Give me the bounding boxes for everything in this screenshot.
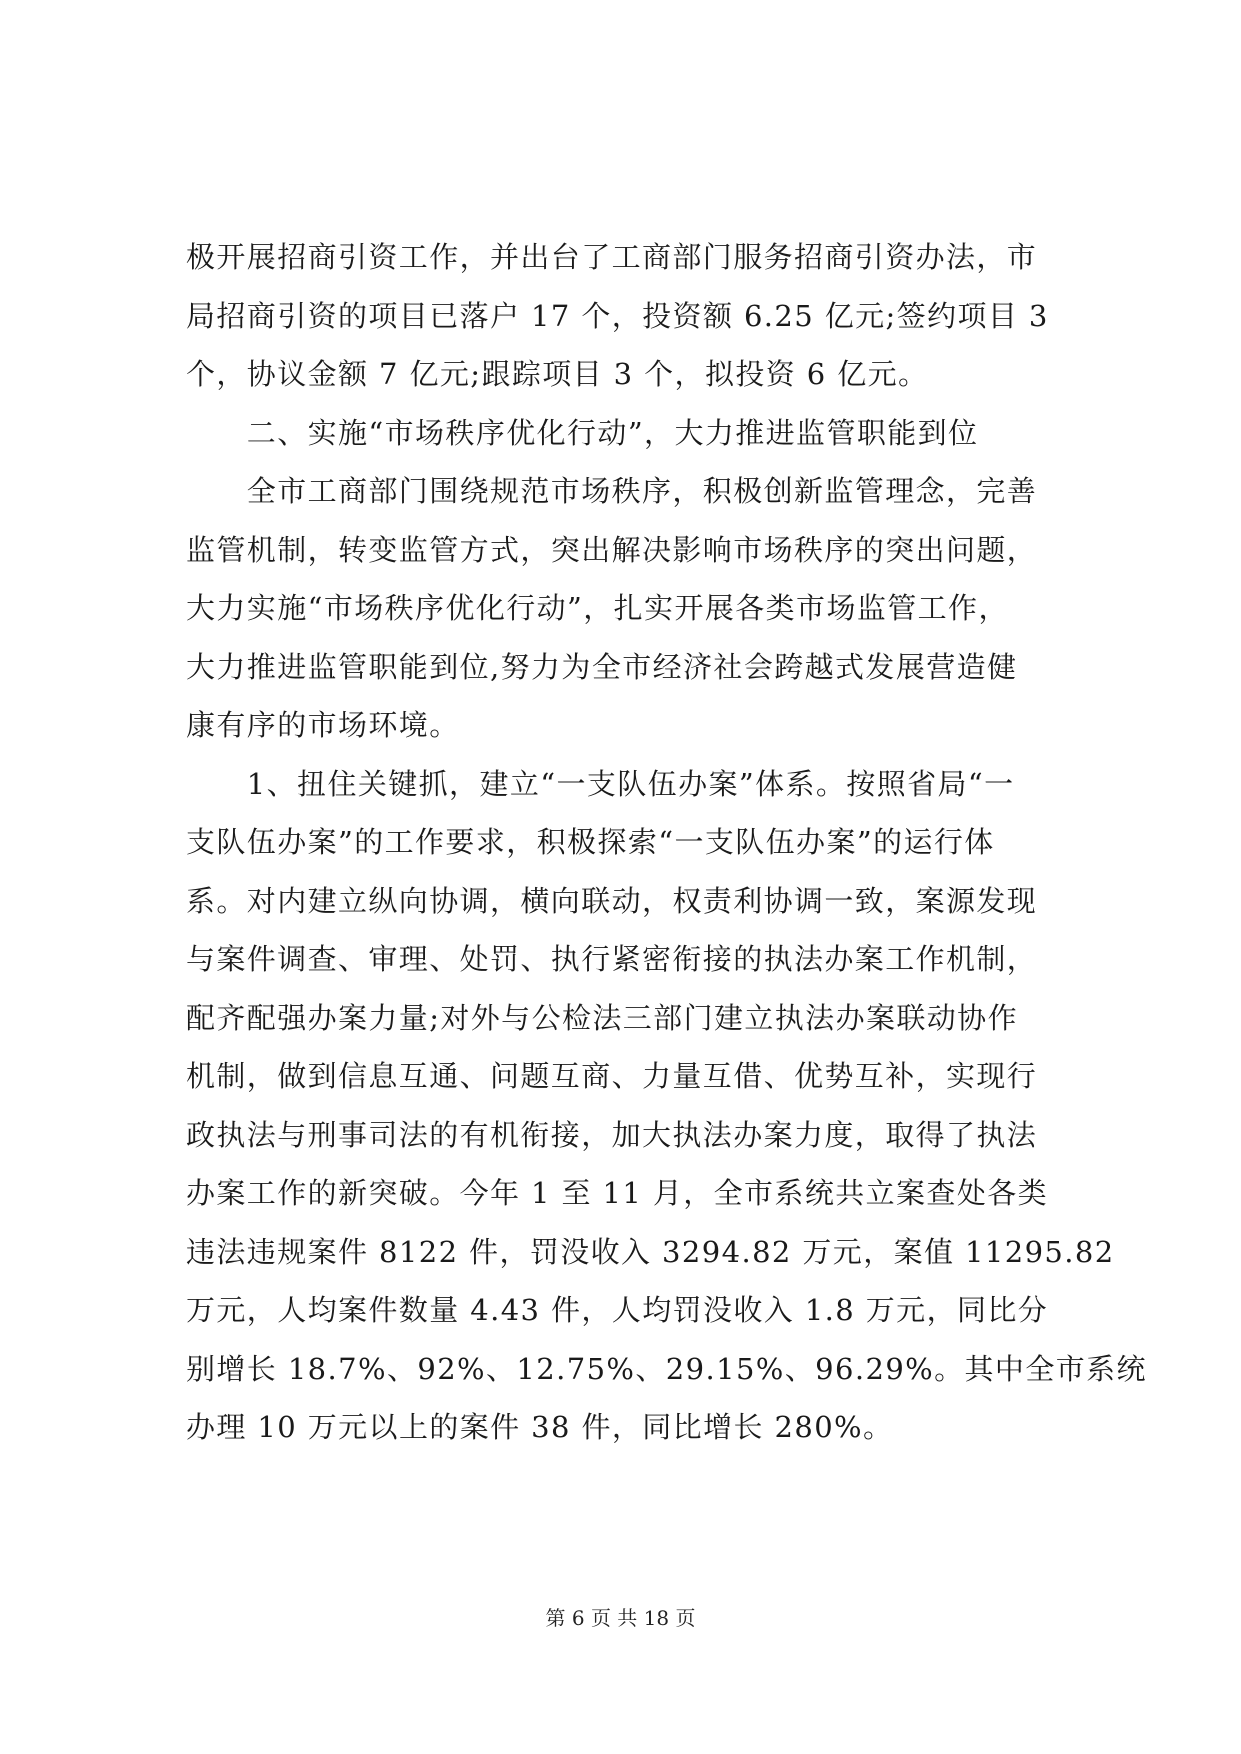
text-line: 局招商引资的项目已落户 17 个，投资额 6.25 亿元;签约项目 3: [186, 298, 1049, 333]
text-line: 个，协议金额 7 亿元;跟踪项目 3 个，拟投资 6 亿元。: [186, 357, 929, 391]
text-line: 机制，做到信息互通、问题互商、力量互借、优势互补，实现行: [186, 1059, 1038, 1093]
text-line: 1、扭住关键抓，建立“一支队伍办案”体系。按照省局“一: [186, 766, 1015, 801]
text-line: 监管机制，转变监管方式，突出解决影响市场秩序的突出问题，: [186, 532, 1038, 567]
text-line: 极开展招商引资工作，并出台了工商部门服务招商引资办法，市: [186, 240, 1038, 274]
text-line: 配齐配强办案力量;对外与公检法三部门建立执法办案联动协作: [186, 1000, 1018, 1035]
text-line: 办案工作的新突破。今年 1 至 11 月，全市系统共立案查处各类: [186, 1176, 1049, 1210]
text-line: 全市工商部门围绕规范市场秩序，积极创新监管理念，完善: [186, 474, 1038, 508]
text-line: 与案件调查、审理、处罚、执行紧密衔接的执法办案工作机制，: [186, 942, 1038, 976]
text-line: 办理 10 万元以上的案件 38 件，同比增长 280%。: [186, 1410, 894, 1444]
section-heading: 二、实施“市场秩序优化行动”，大力推进监管职能到位: [186, 415, 979, 450]
text-line: 违法违规案件 8122 件，罚没收入 3294.82 万元，案值 11295.82: [186, 1234, 1115, 1269]
text-line: 万元，人均案件数量 4.43 件，人均罚没收入 1.8 万元，同比分: [186, 1293, 1049, 1327]
text-line: 支队伍办案”的工作要求，积极探索“一支队伍办案”的运行体: [186, 825, 995, 859]
text-line: 政执法与刑事司法的有机衔接，加大执法办案力度，取得了执法: [186, 1117, 1038, 1152]
text-line: 大力推进监管职能到位,努力为全市经济社会跨越式发展营造健: [186, 649, 1018, 684]
page-number: 第 6 页 共 18 页: [545, 1606, 696, 1630]
text-line: 大力实施“市场秩序优化行动”，扎实开展各类市场监管工作，: [186, 591, 1009, 625]
body-text: [186, 228, 1147, 1457]
text-line: 康有序的市场环境。: [186, 708, 460, 742]
text-line: 别增长 18.7%、92%、12.75%、29.15%、96.29%。其中全市系统: [186, 1351, 1147, 1386]
text-line: 系。对内建立纵向协调，横向联动，权责利协调一致，案源发现: [186, 883, 1038, 918]
